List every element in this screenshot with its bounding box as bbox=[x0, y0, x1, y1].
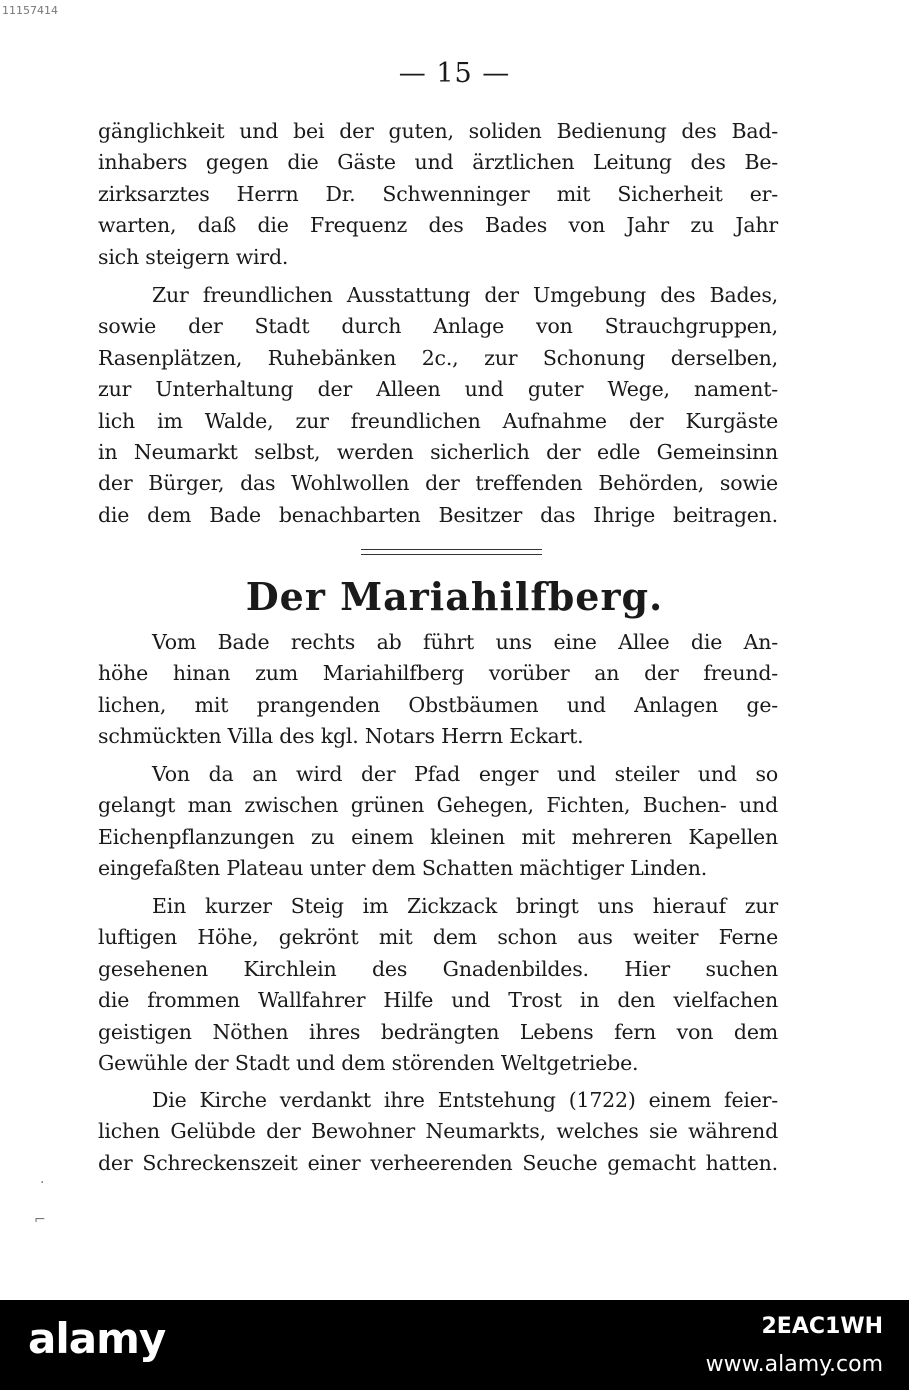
text-line: lichen, mit prangenden Obstbäumen und Anlagen ge- bbox=[98, 692, 778, 717]
image-code: 2EAC1WH bbox=[761, 1314, 883, 1339]
section-divider bbox=[361, 549, 542, 555]
text-line: sowie der Stadt durch Anlage von Strauchgruppen, bbox=[98, 314, 778, 339]
text-line: geistigen Nöthen ihres bedrängten Lebens fern von dem bbox=[98, 1019, 778, 1044]
image-id-label: 11157414 bbox=[2, 4, 58, 17]
text-line: die dem Bade benachbarten Besitzer das Ihrige beitragen. bbox=[98, 502, 778, 527]
text-line: gelangt man zwischen grünen Gehegen, Fichten, Buchen- und bbox=[98, 793, 778, 818]
text-line: Rasenplätzen, Ruhebänken 2c., zur Schonung derselben, bbox=[98, 345, 778, 370]
text-line: inhabers gegen die Gäste und ärztlichen Leitung des Be- bbox=[98, 150, 778, 175]
text-line: zur Unterhaltung der Alleen und guter Wege, nament- bbox=[98, 377, 778, 402]
alamy-logo: alamy bbox=[28, 1314, 166, 1363]
text-line: lichen Gelübde der Bewohner Neumarkts, welches sie während bbox=[98, 1119, 778, 1144]
text-line: warten, daß die Frequenz des Bades von Jahr zu Jahr bbox=[98, 213, 778, 238]
text-line: luftigen Höhe, gekrönt mit dem schon aus weiter Ferne bbox=[98, 925, 778, 950]
paragraph-path bbox=[98, 759, 778, 885]
text-line: gesehenen Kirchlein des Gnadenbildes. Hier suchen bbox=[98, 956, 778, 981]
text-line: in Neumarkt selbst, werden sicherlich der edle Gemeinsinn bbox=[98, 440, 778, 465]
paragraph-continuation bbox=[98, 116, 778, 273]
text-line: schmückten Villa des kgl. Notars Herrn Eckart. bbox=[98, 724, 584, 749]
text-line: eingefaßten Plateau unter dem Schatten mächtiger Linden. bbox=[98, 856, 708, 881]
margin-mark: · bbox=[40, 1175, 45, 1191]
text-line: Zur freundlichen Ausstattung der Umgebung des Bades, bbox=[152, 283, 778, 307]
text-line: höhe hinan zum Mariahilfberg vorüber an der freund- bbox=[98, 661, 778, 686]
text-line: gänglichkeit und bei der guten, soliden Bedienung des Bad- bbox=[98, 119, 778, 143]
text-line: der Bürger, das Wohlwollen der treffenden Behörden, sowie bbox=[98, 471, 778, 496]
text-line: Ein kurzer Steig im Zickzack bringt uns hierauf zur bbox=[152, 894, 778, 918]
text-line: die frommen Wallfahrer Hilfe und Trost in den vielfachen bbox=[98, 988, 778, 1013]
text-line: Gewühle der Stadt und dem störenden Weltgetriebe. bbox=[98, 1051, 639, 1076]
text-line: lich im Walde, zur freundlichen Aufnahme der Kurgäste bbox=[98, 408, 778, 433]
text-line: Die Kirche verdankt ihre Entstehung (1722) einem feier- bbox=[152, 1088, 778, 1112]
text-line: zirksarztes Herrn Dr. Schwenninger mit Sicherheit er- bbox=[98, 181, 778, 206]
page-number: — 15 — bbox=[398, 58, 511, 89]
text-line: sich steigern wird. bbox=[98, 244, 289, 269]
text-line: der Schreckenszeit einer verheerenden Seuche gemacht hatten. bbox=[98, 1150, 778, 1175]
section-heading: Der Mariahilfberg. bbox=[245, 574, 664, 619]
paragraph-allee bbox=[98, 627, 778, 753]
text-line: Von da an wird der Pfad enger und steiler und so bbox=[152, 762, 778, 786]
paragraph-surroundings bbox=[98, 280, 778, 531]
text-line: Eichenpflanzungen zu einem kleinen mit mehreren Kapellen bbox=[98, 824, 778, 849]
paragraph-church-origin bbox=[98, 1085, 778, 1179]
watermark-footer bbox=[0, 1300, 909, 1390]
text-line: Vom Bade rechts ab führt uns eine Allee die An- bbox=[152, 630, 778, 654]
paragraph-church-hill bbox=[98, 891, 778, 1079]
margin-mark: ⌐ bbox=[34, 1212, 46, 1228]
footer-url: www.alamy.com bbox=[705, 1352, 883, 1377]
